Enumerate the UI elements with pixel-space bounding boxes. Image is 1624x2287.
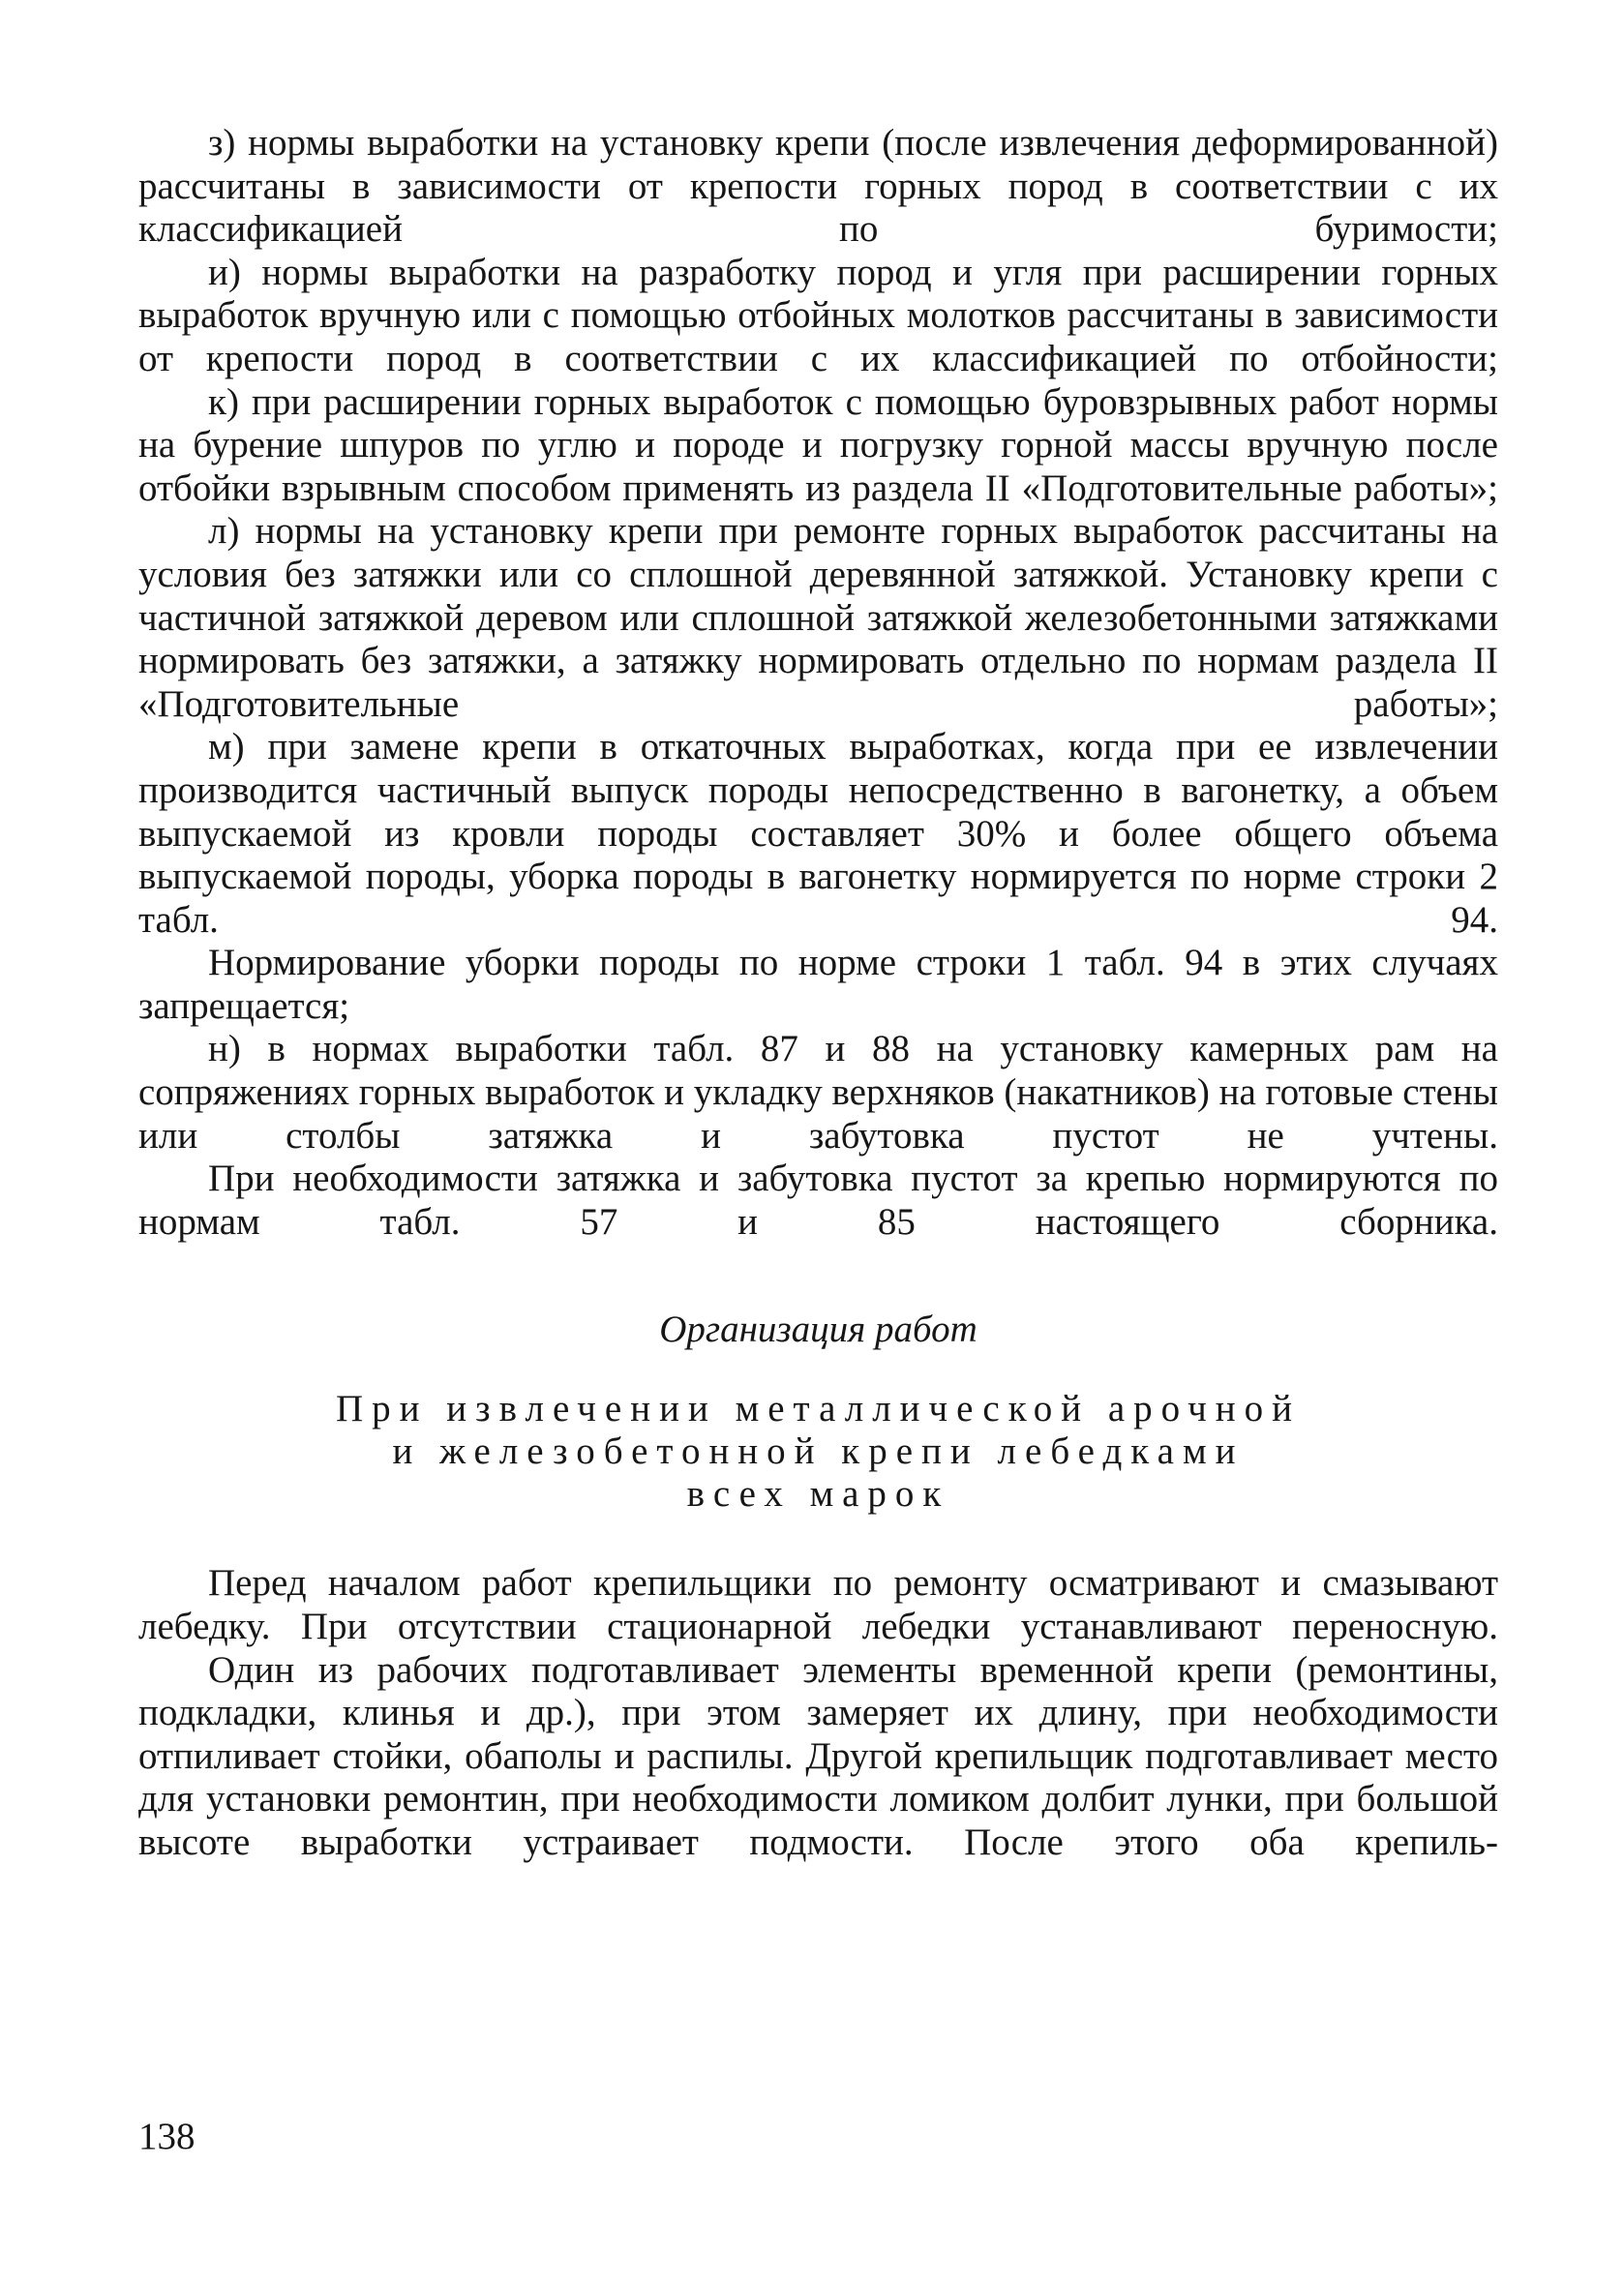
heading-line-1: При извлечении металлической арочной	[336, 1388, 1301, 1430]
paragraph-n: н) в нормах выработки табл. 87 и 88 на установку камерных рам на сопряжениях горных выработок и укладку верхняков (накатников) на готовые стены или столбы затяжка и забутовка пустот не учтены.	[138, 1028, 1499, 1157]
paragraph-z: з) нормы выработки на установку крепи (после извлечения деформированной) рассчитаны в зависимости от крепости горных пород в соответствии с их классификацией по буримости;	[138, 122, 1498, 251]
paragraph-preparation: Перед началом работ крепильщики по ремонту осматривают и смазывают лебедку. При отсутствии стационарной лебедки устанавливают переносную.	[138, 1562, 1498, 1648]
heading-line-3: всех марок	[686, 1473, 950, 1516]
section-title: Организация работ	[659, 1309, 977, 1351]
paragraph-k: к) при расширении горных выработок с помощью буровзрывных работ нормы на бурение шпуров по углю и породе и погрузку горной массы вручную после отбойки взрывным способом применять из раздела II «Подготовительные работы»;	[138, 380, 1498, 509]
subsection-heading	[138, 1388, 1498, 1516]
spacer	[138, 1516, 1498, 1562]
paragraph-l: л) нормы на установку крепи при ремонте горных выработок рассчитаны на условия без затяжки или со сплошной деревянной затяжкой. Установку крепи с частичной затяжкой деревом или сплошной затяжкой железобетонными затяжками нормировать без затяжки, а затяжку нормировать отдельно по нормам раздела II «Подготовительные работы»;	[138, 510, 1498, 725]
paragraph-m: м) при замене крепи в откаточных выработках, когда при ее извлечении производится частичный выпуск породы непосредственно в вагонетку, а объем выпускаемой из кровли породы составляет 30% и более общего объема выпускаемой породы, уборка породы в вагонетку нормируется по норме строки 2 табл. 94.	[138, 726, 1498, 941]
page-body	[138, 122, 1498, 1865]
paragraph-i: и) нормы выработки на разработку пород и угля при расширении горных выработок вручную или с помощью отбойных молотков рассчитаны в зависимости от крепости пород в соответствии с их классификацией по отбойности;	[138, 251, 1498, 379]
paragraph-workers: Один из рабочих подготавливает элементы временной крепи (ремонтины, подкладки, клинья и др.), при этом замеряет их длину, при необходимости отпиливает стойки, обаполы и распилы. Другой крепильщик подготавливает место для установки ремонтин, при необходимости ломиком долбит лунки, при большой высоте выработки устраивает подмости. После этого оба крепиль-	[138, 1648, 1498, 1863]
page-number: 138	[138, 2116, 195, 2157]
paragraph-m-note: Нормирование уборки породы по норме строки 1 табл. 94 в этих случаях запрещается;	[138, 942, 1498, 1027]
paragraph-n-note: При необходимости затяжка и забутовка пустот за крепью нормируются по нормам табл. 57 и 85 настоящего сборника.	[138, 1158, 1498, 1243]
heading-line-2: и железобетонной крепи лебедками	[392, 1430, 1245, 1473]
